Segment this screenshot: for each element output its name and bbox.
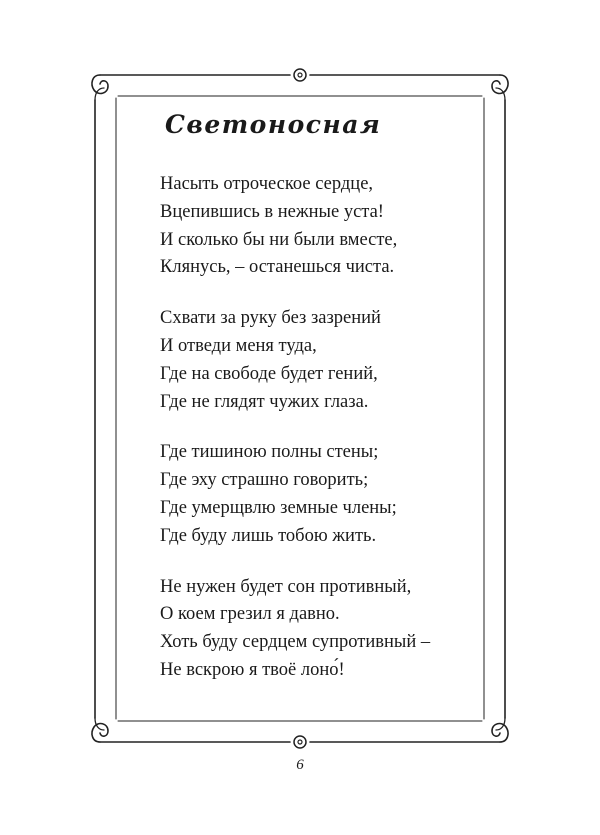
poem-line: Не вскрою я твоё лоно́!	[160, 659, 345, 680]
stanza	[160, 574, 480, 685]
poem-line: Схвати за руку без зазрений	[160, 308, 381, 329]
stanza	[160, 439, 480, 550]
poem-body	[160, 171, 480, 708]
poem-line: Где тишиною полны стены;	[160, 442, 379, 463]
poem-line: Где буду лишь тобою жить.	[160, 525, 377, 546]
poem-line: И отведи меня туда,	[160, 335, 317, 356]
poem-line: Насыть отроческое сердце,	[160, 174, 374, 194]
poem-line: Где не глядят чужих глаза.	[160, 391, 369, 412]
stanza	[160, 171, 480, 282]
poem-line: О коем грезил я давно.	[160, 604, 340, 625]
poem-line: Где на свободе будет гений,	[160, 363, 378, 384]
poem-line: Не нужен будет сон противный,	[160, 576, 412, 597]
poem-line: Клянусь, – останешься чиста.	[160, 257, 395, 278]
page-number: 6	[296, 757, 304, 773]
poem-line: Где умерщвлю земные члены;	[160, 497, 397, 518]
poem-line: Хоть буду сердцем супротивный –	[160, 632, 431, 653]
poem-line: Вцепившись в нежные уста!	[160, 201, 384, 222]
stanza	[160, 305, 480, 416]
poem-line: И сколько бы ни были вместе,	[160, 229, 398, 250]
poem-line: Где эху страшно говорить;	[160, 470, 369, 491]
poem-title: Светоносная	[165, 110, 382, 139]
